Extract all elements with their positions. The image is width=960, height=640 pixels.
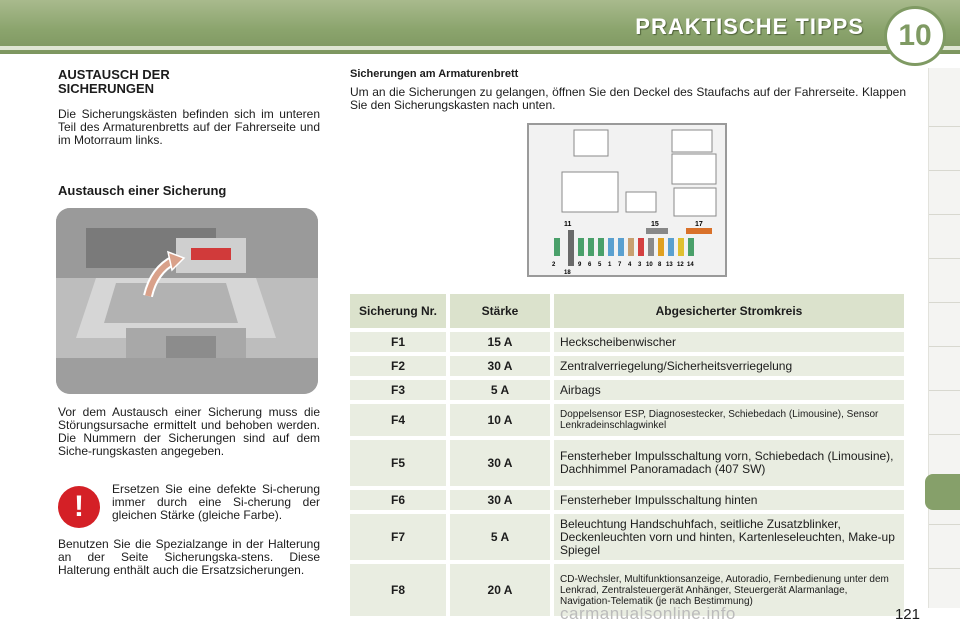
section-title: AUSTAUSCH DER SICHERUNGEN: [58, 67, 170, 96]
side-tab-divider: [929, 214, 960, 215]
fuse-number-cell: F1: [350, 332, 450, 352]
diagram-label-bottom: 6: [588, 262, 592, 268]
table-row: [350, 514, 904, 560]
page-number: 121: [894, 606, 920, 623]
circuit-cell: Beleuchtung Handschuhfach, seitliche Zusatzblinker, Deckenleuchten vorn und hinten, Kartenleseleuchten, Make-up Spiegel: [554, 514, 904, 560]
table-row: [350, 356, 904, 376]
warning-paragraph: Ersetzen Sie eine defekte Si-cherung immer durch eine Si-cherung der gleichen Stärke (gleiche Farbe).: [112, 482, 320, 522]
diagram-label-bottom: 10: [646, 262, 653, 268]
amperage-cell: 15 A: [450, 332, 554, 352]
diagram-label-under: 18: [564, 270, 571, 276]
before-replacement-paragraph: Vor dem Austausch einer Sicherung muss die Störungsursache ermittelt und behoben werden. Die Nummern der Sicherungen sind auf dem Siche-rungskasten angegeben.: [58, 405, 320, 458]
side-tab-divider: [929, 170, 960, 171]
table-row: [350, 404, 904, 436]
diagram-label-bottom: 3: [638, 262, 642, 268]
amperage-cell: 5 A: [450, 514, 554, 560]
side-tab-divider: [929, 434, 960, 435]
table-row: [350, 440, 904, 486]
dashboard-fuses-title: Sicherungen am Armaturenbrett: [350, 68, 519, 80]
chapter-title: PRAKTISCHE TIPPS: [635, 14, 864, 39]
subsection-title: Austausch einer Sicherung: [58, 183, 227, 198]
fuse-box-diagram-drawing: [522, 122, 732, 282]
fuse-number-cell: F7: [350, 514, 450, 560]
fuse-number-cell: F6: [350, 490, 450, 510]
table-row: [350, 380, 904, 400]
circuit-cell: CD-Wechsler, Multifunktionsanzeige, Autoradio, Fernbedienung unter dem Lenkrad, Zentralsteuergerät Anhänger, Steuergerät Alarmanlage, Navigation-Telematik (je nach Bestimmung): [554, 564, 904, 616]
table-row: [350, 332, 904, 352]
diagram-label-bottom: 2: [552, 262, 556, 268]
amperage-cell: 10 A: [450, 404, 554, 436]
amperage-cell: 20 A: [450, 564, 554, 616]
diagram-label-top: 17: [695, 221, 703, 228]
diagram-label-bottom: 14: [687, 262, 694, 268]
pliers-paragraph: Benutzen Sie die Spezialzange in der Halterung an der Seite Sicherungska-stens. Diese Halterung enthält auch die Ersatzsicherungen.: [58, 537, 320, 577]
diagram-label-bottom: 12: [677, 262, 684, 268]
header-stripe: [0, 46, 960, 50]
diagram-label-bottom: 7: [618, 262, 622, 268]
side-tab-strip: [928, 68, 960, 608]
side-tab-divider: [929, 258, 960, 259]
circuit-cell: Airbags: [554, 380, 904, 400]
side-tab-chapter-10[interactable]: [925, 474, 960, 510]
table-row: [350, 490, 904, 510]
header-circuit: Abgesicherter Stromkreis: [554, 294, 904, 328]
diagram-label-top: 11: [564, 221, 572, 228]
fuse-box-diagram: [522, 122, 732, 282]
fuse-box-photo-illustration: [56, 208, 318, 394]
diagram-label-bottom: 1: [608, 262, 612, 268]
amperage-cell: 5 A: [450, 380, 554, 400]
chapter-number-badge: 10: [884, 6, 946, 66]
side-tab-divider: [929, 346, 960, 347]
watermark-text: carmanualsonline.info: [560, 604, 736, 623]
fuse-table-header-row: [350, 294, 904, 328]
diagram-label-bottom: 4: [628, 262, 632, 268]
circuit-cell: Fensterheber Impulsschaltung vorn, Schiebedach (Limousine), Dachhimmel Panoramadach (407 SW): [554, 440, 904, 486]
diagram-label-bottom: 9: [578, 262, 582, 268]
diagram-label-bottom: 13: [666, 262, 673, 268]
fuse-number-cell: F3: [350, 380, 450, 400]
diagram-label-top: 15: [651, 221, 659, 228]
amperage-cell: 30 A: [450, 440, 554, 486]
fuse-number-cell: F8: [350, 564, 450, 616]
side-tab-divider: [929, 568, 960, 569]
circuit-cell: Zentralverriegelung/Sicherheitsverriegelung: [554, 356, 904, 376]
circuit-cell: Heckscheibenwischer: [554, 332, 904, 352]
fuse-number-cell: F2: [350, 356, 450, 376]
side-tab-divider: [929, 126, 960, 127]
intro-paragraph: Die Sicherungskästen befinden sich im unteren Teil des Armaturenbretts auf der Fahrerseite und im Motorraum links.: [58, 107, 320, 147]
fuse-number-cell: F4: [350, 404, 450, 436]
diagram-label-bottom: 5: [598, 262, 602, 268]
circuit-cell: Doppelsensor ESP, Diagnosestecker, Schiebedach (Limousine), Sensor Lenkradeinschlagwinkel: [554, 404, 904, 436]
header-fuse-number: Sicherung Nr.: [350, 294, 450, 328]
side-tab-divider: [929, 302, 960, 303]
fuse-table: [350, 290, 904, 620]
side-tab-divider: [929, 390, 960, 391]
fuse-box-photo: [56, 208, 318, 394]
left-column: [58, 68, 320, 147]
side-tab-divider: [929, 524, 960, 525]
warning-icon: !: [58, 486, 100, 528]
fuse-number-cell: F5: [350, 440, 450, 486]
header-amperage: Stärke: [450, 294, 554, 328]
page-header: [0, 0, 960, 54]
diagram-label-bottom: 8: [658, 262, 662, 268]
amperage-cell: 30 A: [450, 356, 554, 376]
amperage-cell: 30 A: [450, 490, 554, 510]
access-paragraph: Um an die Sicherungen zu gelangen, öffnen Sie den Deckel des Staufachs auf der Fahrerseite. Klappen Sie den Sicherungskasten nach unten.: [350, 85, 906, 112]
circuit-cell: Fensterheber Impulsschaltung hinten: [554, 490, 904, 510]
